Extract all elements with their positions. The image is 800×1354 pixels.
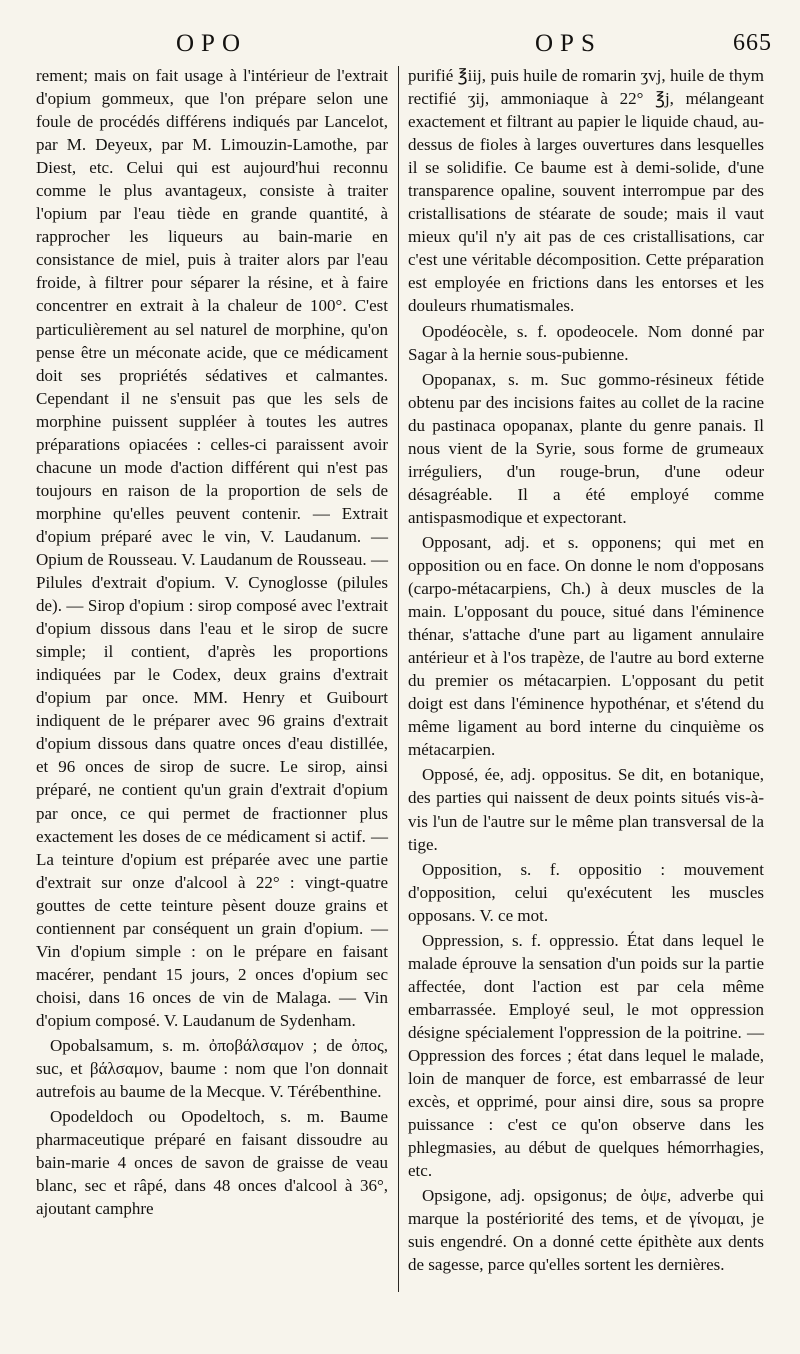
running-head-left: OPO — [176, 30, 248, 57]
entry-opodeocele: Opodéocèle, s. f. opodeocele. Nom donné par Sagar à la hernie sous-pubienne. — [408, 321, 764, 364]
left-column — [36, 64, 388, 1222]
entry-opium-continued: rement; mais on fait usage à l'intérieur de l'extrait d'opium gommeux, que l'on prépare selon une foule de procédés différens indiqués par Lancelot, par M. Deyeux, par M. Limouzin-Lamothe, par Diest, etc. Celui qui est aujourd'hui reconnu comme le plus avantageux, consiste à traiter l'opium par l'eau tiède en grande quantité, à rapprocher les liqueurs au bain-marie en consistance de miel, puis à traiter alors par l'eau froide, à filtrer pour séparer la résine, et à faire concentrer en extrait à la chaleur de 100°. C'est particulièrement au sel naturel de morphine, qu'on pense être un méconate acide, que ce médicament doit ses propriétés sédatives et calmantes. Cependant il ne s'ensuit pas que les sels de morphine puissent suppléer à toutes les autres préparations opiacées : celles-ci paraissent avoir chacune un mode d'action différent qui n'est pas toujours en raison de la proportion de sels de morphine qu'elles peuvent contenir. — Extrait d'opium préparé avec le vin, V. Laudanum. — Opium de Rousseau. V. Laudanum de Rousseau. — Pilules d'extrait d'opium. V. Cynoglosse (pilules de). — Sirop d'opium : sirop composé avec l'extrait d'opium dissous dans l'eau et le sirop de sucre simple; il contient, d'après les proportions indiquées par le Codex, deux grains d'extrait d'opium par once. MM. Henry et Guibourt indiquent de le préparer avec 96 grains d'extrait d'opium dissous dans quatre onces d'eau distillée, et 96 onces de sirop de sucre. Le sirop, ainsi préparé, ne contient qu'un grain d'extrait d'opium par once, ce qui permet de fractionner plus exactement les doses de ce médicament si actif. — La teinture d'opium est préparée avec une partie d'extrait sur onze d'alcool à 22° : vingt-quatre gouttes de cette teinture pèsent douze grains et contiennent par conséquent un grain d'opium. — Vin d'opium simple : on le prépare en faisant macérer, pendant 15 jours, 2 onces d'opium sec choisi, dans 16 onces de vin de Malaga. — Vin d'opium composé. V. Laudanum de Sydenham. — [36, 66, 388, 1030]
entry-opposant: Opposant, adj. et s. opponens; qui met en opposition ou en face. On donne le nom d'opposans (carpo-métacarpiens, Ch.) à deux muscles de la main. L'opposant du pouce, situé dans l'éminence thénar, s'attache d'une part au ligament annulaire antérieur et à l'os trapèze, de l'autre au bord externe du premier os métacarpien. L'opposant du petit doigt est dans l'éminence hypothénar, et s'étend du même ligament au bord interne du cinquième os métacarpien. — [408, 532, 764, 760]
entry-opposition: Opposition, s. f. oppositio : mouvement d'opposition, celui qu'exécutent les muscles opposans. V. ce mot. — [408, 859, 764, 925]
entry-opopanax: Opopanax, s. m. Suc gommo-résineux fétide obtenu par des incisions faites au collet de la racine du pastinaca opopanax, plante du genre panais. Il nous vient de la Syrie, sous forme de grumeaux irréguliers, d'un rouge-brun, d'une odeur désagréable. Il a été employé comme antispasmodique et expectorant. — [408, 369, 764, 527]
entry-oppose: Opposé, ée, adj. oppositus. Se dit, en botanique, des parties qui naissent de deux points situés vis-à-vis l'un de l'autre sur le même plan transversal de la tige. — [408, 765, 764, 854]
entry-opsigone: Opsigone, adj. opsigonus; de ὀψε, adverbe qui marque la postériorité des tems, et de γίνομαι, je suis engendré. On a donné cette épithète aux dents de sagesse, parce qu'elles sortent les dernières. — [408, 1186, 764, 1275]
page-number: 665 — [733, 30, 772, 56]
entry-opodeldoch: Opodeldoch ou Opodeltoch, s. m. Baume pharmaceutique préparé en faisant dissoudre au bain-marie 4 onces de savon de graisse de veau blanc, sec et râpé, dans 48 onces d'alcool à 36°, ajoutant camphre — [36, 1107, 388, 1219]
entry-opodeldoch-continued: purifié ℥iij, puis huile de romarin ʒvj, huile de thym rectifié ʒij, ammoniaque à 22° ℥j, mélangeant exactement et filtrant au papier le liquide chaud, au-dessus de fioles à larges ouvertures dans lesquelles il se solidifie. Ce baume est à demi-solide, d'une transparence opaline, souvent interrompue par des cristallisations de stéarate de soude; mais il vaut mieux qu'il n'y ait pas de ces cristallisations, car c'est une véritable décomposition. Cette préparation est employée en frictions dans les entorses et les douleurs rhumatismales. — [408, 66, 764, 316]
right-column — [408, 64, 764, 1278]
entry-oppression: Oppression, s. f. oppressio. État dans lequel le malade éprouve la sensation d'un poids sur la partie affectée, dont l'action est par cela même embarrassée. Employé seul, le mot oppression désigne spécialement l'oppression de la poitrine. — Oppression des forces ; état dans lequel le malade, loin de manquer de force, est embarrassé de leur excès, et opprimé, pour ainsi dire, sous sa propre puissance : c'est ce qu'on observe dans les phlegmasies, au début de quelques hémorrhagies, etc. — [408, 930, 764, 1181]
column-divider — [398, 66, 399, 1292]
running-head-right: OPS — [535, 30, 602, 57]
entry-opobalsamum: Opobalsamum, s. m. ὀποβάλσαμον ; de ὀπος, suc, et βάλσαμον, baume : nom que l'on donnait autrefois au baume de la Mecque. V. Térébenthine. — [36, 1035, 388, 1102]
